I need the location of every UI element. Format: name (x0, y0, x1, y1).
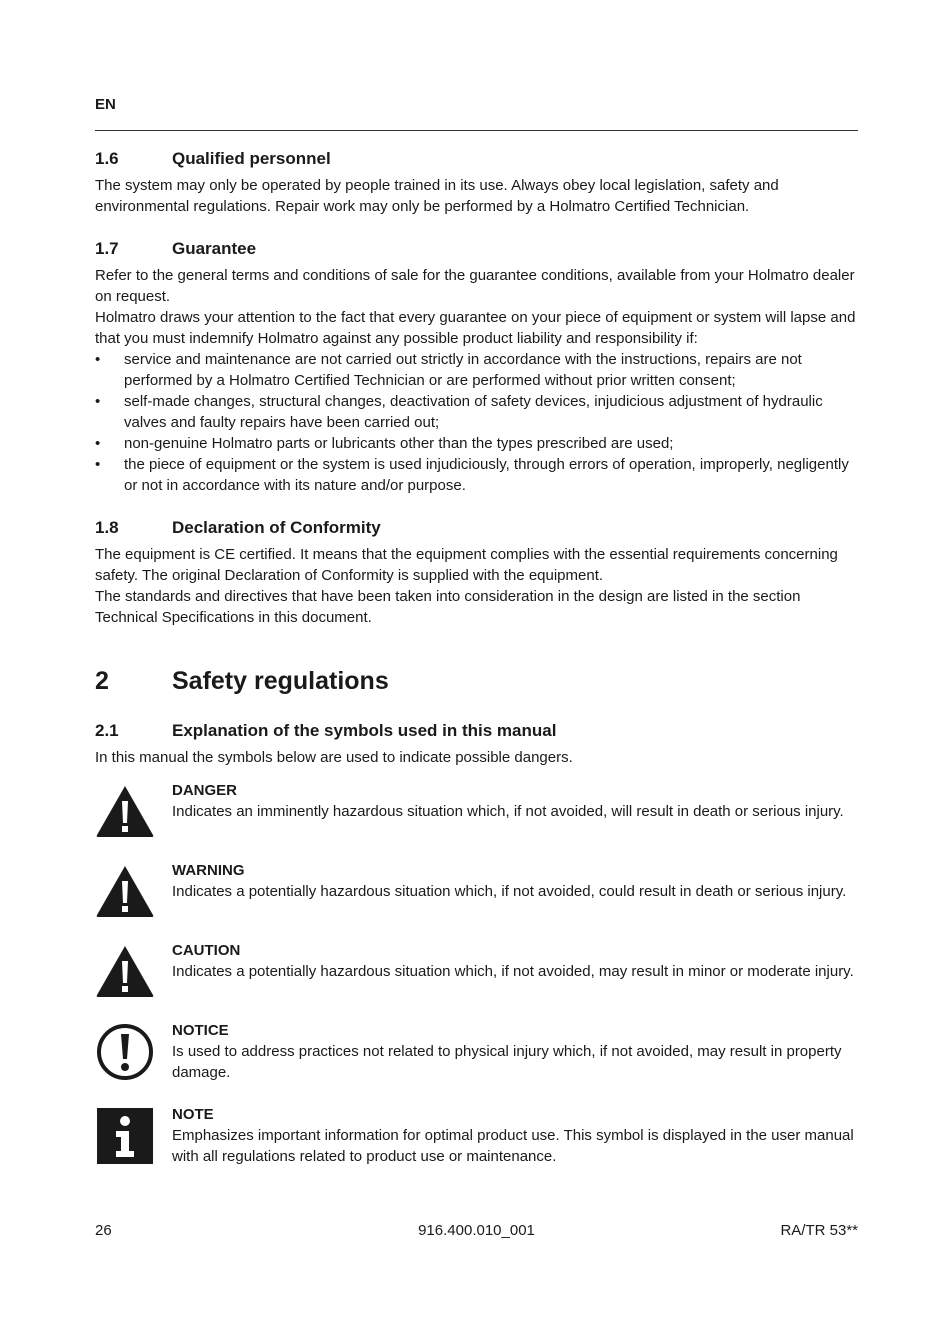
section-number: 2.1 (95, 721, 119, 740)
document-number: 916.400.010_001 (418, 1222, 535, 1239)
chapter-number: 2 (95, 667, 109, 695)
info-icon (95, 1104, 172, 1171)
symbol-description: Indicates an imminently hazardous situation which, if not avoided, will result in death or serious injury. (172, 803, 844, 820)
symbol-description: Indicates a potentially hazardous situation which, if not avoided, may result in minor or moderate injury. (172, 963, 854, 980)
section-declaration-of-conformity (95, 517, 858, 628)
list-item: • service and maintenance are not carried out strictly in accordance with the instructions, repairs are not performed by a Holmatro Certified Technician or are performed without prior written consent; (95, 351, 802, 389)
symbol-note (95, 1104, 858, 1171)
bullet-list (95, 349, 858, 496)
section-heading (95, 148, 858, 170)
chapter-heading (95, 666, 858, 696)
language-code: EN (95, 96, 116, 113)
model-number: RA/TR 53** (780, 1222, 858, 1239)
symbol-warning (95, 860, 858, 923)
paragraph: The standards and directives that have been taken into consideration in the design are listed in the section Technical Specifications in this document. (95, 588, 801, 626)
header-divider (95, 130, 858, 131)
section-number: 1.7 (95, 239, 119, 258)
warning-triangle-icon (95, 860, 172, 923)
chapter-title: Safety regulations (172, 667, 389, 695)
paragraph: Holmatro draws your attention to the fact that every guarantee on your piece of equipment or system will lapse and that you must indemnify Holmatro against any possible product liability and responsibility if: (95, 309, 856, 347)
warning-triangle-icon (95, 940, 172, 1003)
section-guarantee (95, 238, 858, 496)
section-heading (95, 238, 858, 260)
list-item: • non-genuine Holmatro parts or lubricants other than the types prescribed are used; (95, 435, 674, 452)
symbol-description: Is used to address practices not related to physical injury which, if not avoided, may result in property damage. (172, 1043, 842, 1081)
symbol-caution (95, 940, 858, 1003)
paragraph: The equipment is CE certified. It means that the equipment complies with the essential requirements concerning safety. The original Declaration of Conformity is supplied with the equipment. (95, 546, 838, 584)
symbol-description: Indicates a potentially hazardous situation which, if not avoided, could result in death or serious injury. (172, 883, 847, 900)
paragraph: In this manual the symbols below are used to indicate possible dangers. (95, 749, 573, 766)
bullet: • (95, 456, 101, 473)
paragraph: The system may only be operated by people trained in its use. Always obey local legislation, safety and environmental regulations. Repair work may only be performed by a Holmatro Certified Technician. (95, 177, 779, 215)
bullet: • (95, 393, 101, 410)
symbol-label: CAUTION (172, 942, 241, 959)
section-number: 1.6 (95, 149, 119, 168)
section-number: 1.8 (95, 518, 119, 537)
list-item: • the piece of equipment or the system is used injudiciously, through errors of operation, improperly, negligently or not in accordance with its nature and/or purpose. (95, 456, 849, 494)
section-heading (95, 720, 858, 742)
section-title: Guarantee (172, 239, 257, 258)
exclamation-circle-icon (95, 1020, 172, 1087)
page-number: 26 (95, 1222, 112, 1239)
section-title: Qualified personnel (172, 149, 331, 168)
symbol-label: WARNING (172, 862, 245, 879)
section-title: Declaration of Conformity (172, 518, 381, 537)
paragraph: Refer to the general terms and conditions of sale for the guarantee conditions, available from your Holmatro dealer on request. (95, 267, 855, 305)
symbol-notice (95, 1020, 858, 1087)
bullet: • (95, 351, 101, 368)
warning-triangle-icon (95, 780, 172, 843)
section-heading (95, 517, 858, 539)
symbol-danger (95, 780, 858, 843)
symbol-label: NOTICE (172, 1022, 229, 1039)
section-qualified-personnel (95, 148, 858, 217)
symbol-label: DANGER (172, 782, 238, 799)
bullet: • (95, 435, 101, 452)
section-title: Explanation of the symbols used in this manual (172, 721, 557, 740)
list-item: • self-made changes, structural changes, deactivation of safety devices, injudicious adjustment of hydraulic valves and faulty repairs have been carried out; (95, 393, 823, 431)
page-content (95, 148, 858, 1188)
symbol-description: Emphasizes important information for optimal product use. This symbol is displayed in the user manual with all regulations related to product use or maintenance. (172, 1127, 854, 1165)
symbol-label: NOTE (172, 1106, 214, 1123)
section-symbols (95, 720, 858, 1171)
